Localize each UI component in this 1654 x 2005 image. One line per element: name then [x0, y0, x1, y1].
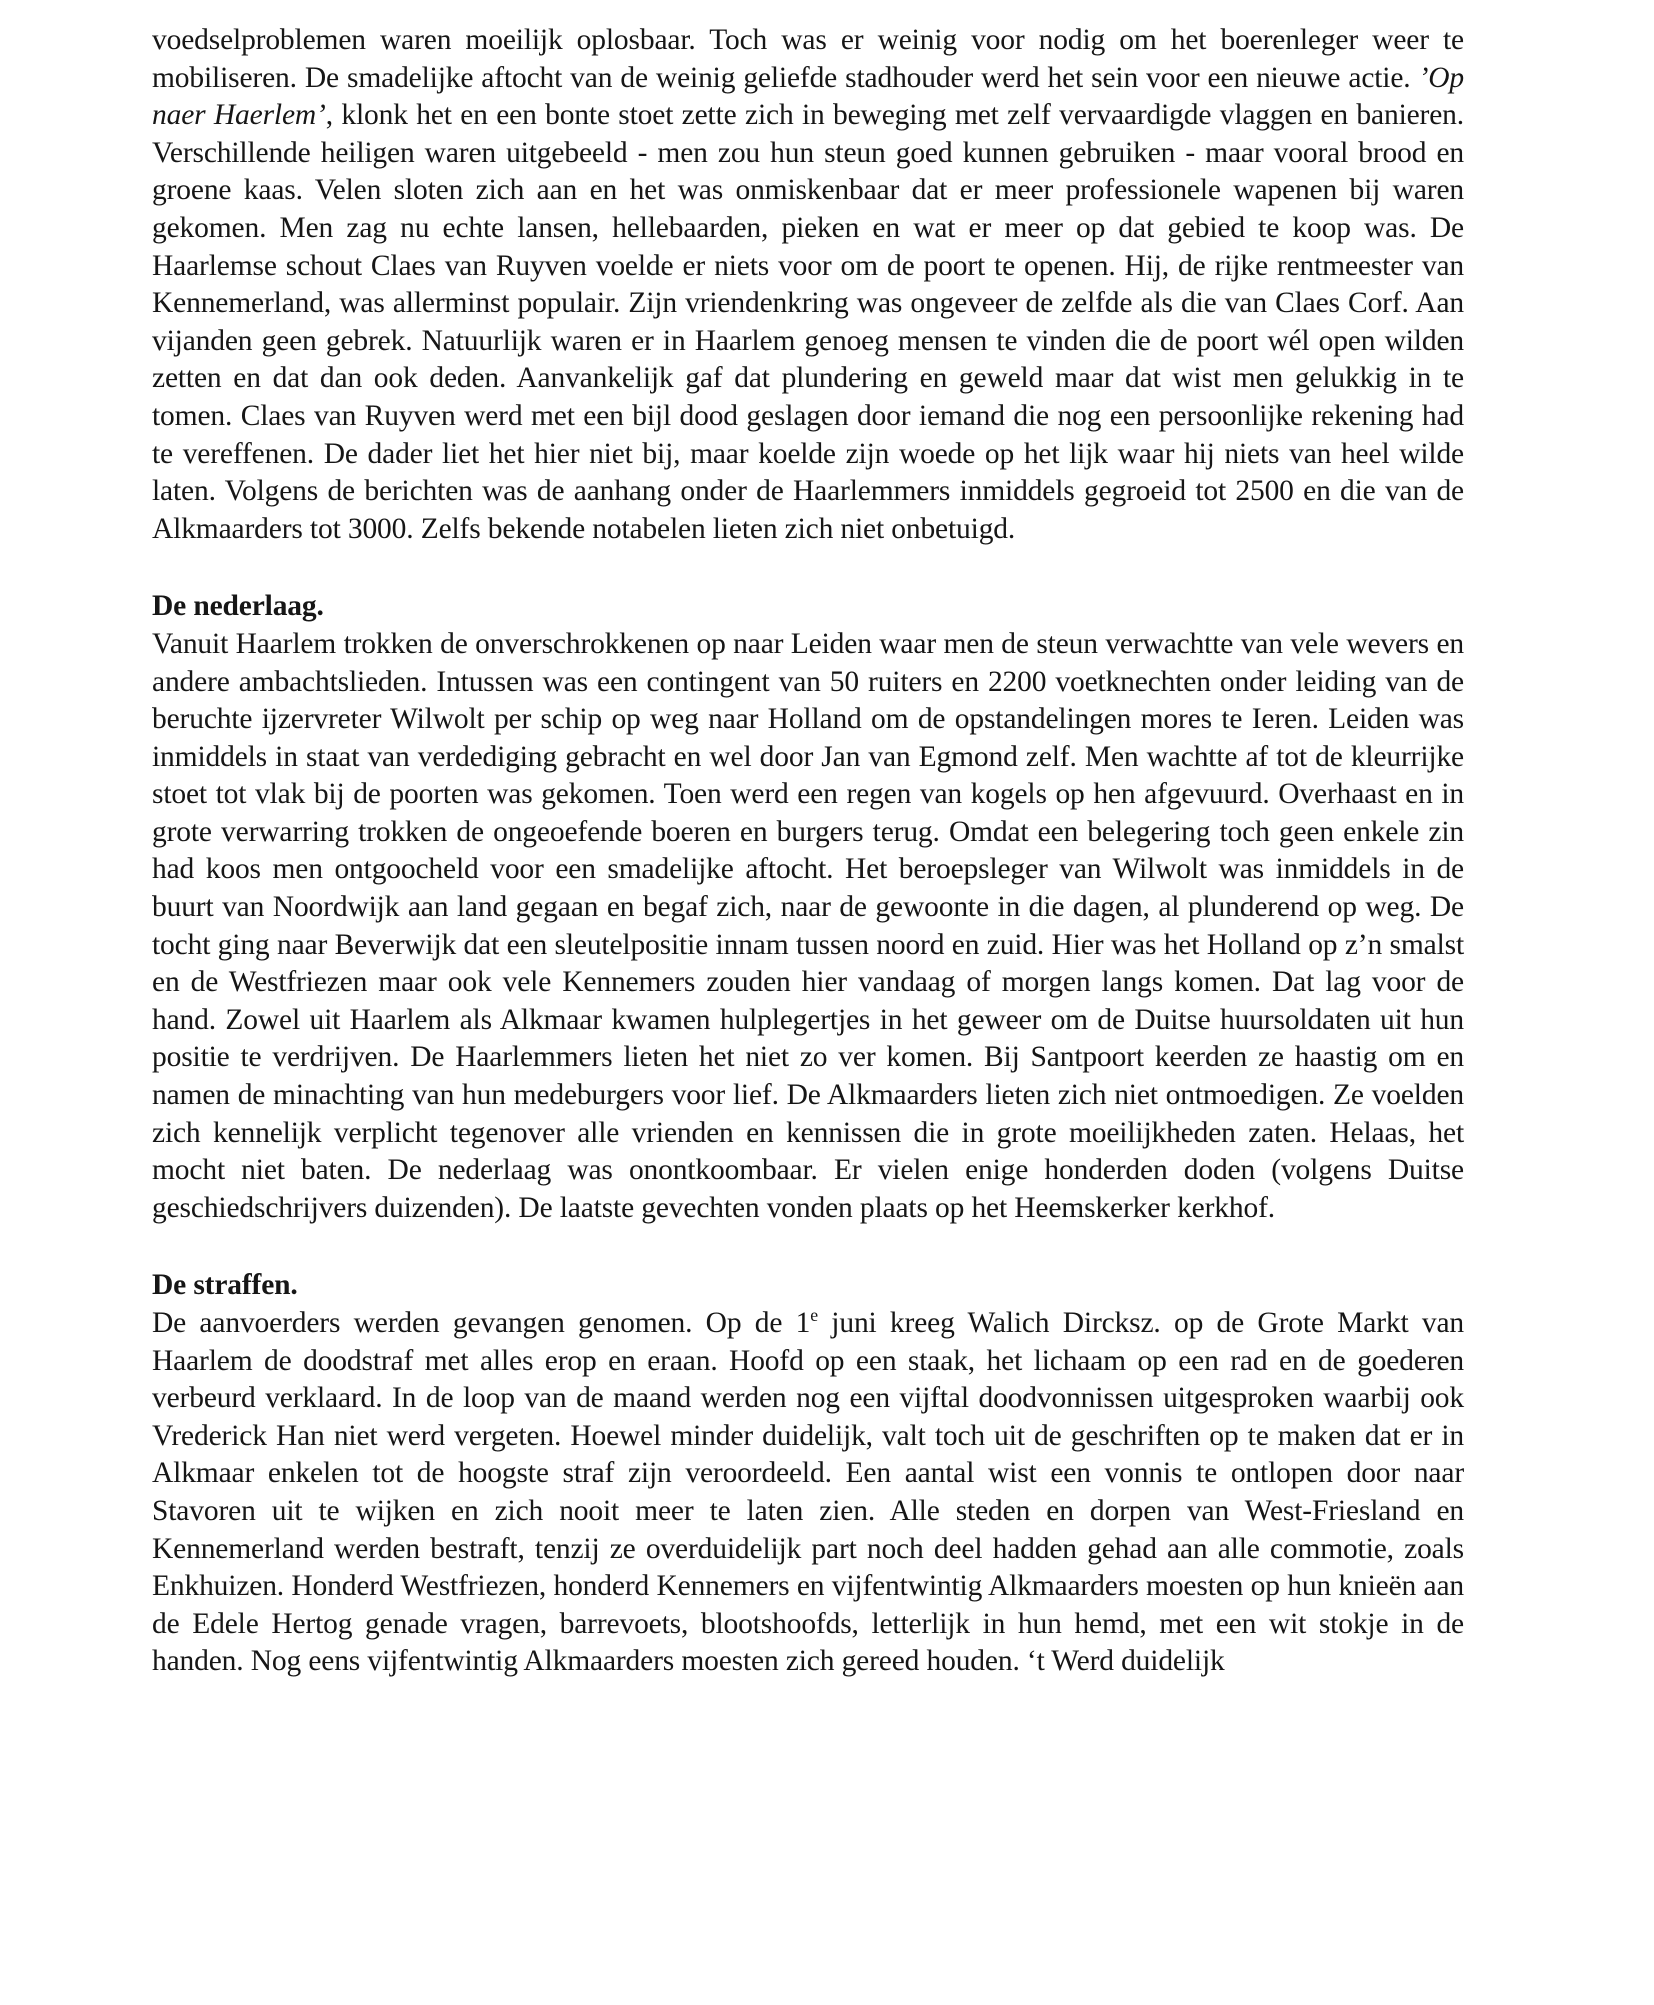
- intro-paragraph-text-1: voedselproblemen waren moeilijk oplosbaar. Toch was er weinig voor nodig om het boerenleger weer te mobiliseren. De smadelijke aftocht van de weinig geliefde stadhouder werd het sein voor een nieuwe actie.: [152, 24, 1464, 94]
- italic-phrase: ’Op naer Haerlem’: [152, 61, 1464, 132]
- paragraph-nederlaag: Vanuit Haarlem trokken de onverschrokkenen op naar Leiden waar men de steun verwachtte van vele wevers en andere ambachtslieden. Intussen was een contingent van 50 ruiters en 2200 voetknechten onder leiding van de beruchte ijzervreter Wilwolt per schip op weg naar Holland om de opstandelingen mores te Ieren. Leiden was inmiddels in staat van verdediging gebracht en wel door Jan van Egmond zelf. Men wachtte af tot de kleurrijke stoet tot vlak bij de poorten was gekomen. Toen werd een regen van kogels op hen afgevuurd. Overhaast en in grote verwarring trokken de ongeoefende boeren en burgers terug. Omdat een belegering toch geen enkele zin had koos men ontgoocheld voor een smadelijke aftocht. Het beroepsleger van Wilwolt was inmiddels in de buurt van Noordwijk aan land gegaan en begaf zich, naar de gewoonte in die dagen, al plunderend op weg. De tocht ging naar Beverwijk dat een sleutelpositie innam tussen noord en zuid. Hier was het Holland op z’n smalst en de Westfriezen maar ook vele Kennemers zouden hier vandaag of morgen langs komen. Dat lag voor de hand. Zowel uit Haarlem als Alkmaar kwamen hulplegertjes in het geweer om de Duitse huursoldaten uit hun positie te verdrijven. De Haarlemmers lieten het niet zo ver komen. Bij Santpoort keerden ze haastig om en namen de minachting van hun medeburgers voor lief. De Alkmaarders lieten zich niet ontmoedigen. Ze voelden zich kennelijk verplicht tegenover alle vrienden en kennissen die in grote moeilijkheden zaten. Helaas, het mocht niet baten. De nederlaag was onontkoombaar. Er vielen enige honderden doden (volgens Duitse geschiedschrijvers duizenden). De laatste gevechten vonden plaats op het Heemskerker kerkhof.: [152, 627, 1464, 1224]
- intro-paragraph: [152, 22, 1464, 548]
- ordinal-superscript: e: [810, 1305, 818, 1326]
- document-body: [152, 22, 1464, 1681]
- straffen-text-1: De aanvoerders werden gevangen genomen. Op de 1: [152, 1307, 811, 1339]
- section-heading-nederlaag: De nederlaag.: [152, 590, 324, 623]
- straffen-text-2: juni kreeg Walich Dircksz. op de Grote Markt van Haarlem de doodstraf met alles erop en eraan. Hoofd op een staak, het lichaam op een rad en de goederen verbeurd verklaard. In de loop van de maand werden nog een vijftal doodvonnissen uitgesproken waarbij ook Vrederick Han niet werd vergeten. Hoewel minder duidelijk, valt toch uit de geschriften op te maken dat er in Alkmaar enkelen tot de hoogste straf zijn veroordeeld. Een aantal wist een vonnis te ontlopen door naar Stavoren uit te wijken en zich nooit meer te laten zien. Alle steden en dorpen van West-Friesland en Kennemerland werden bestraft, tenzij ze overduidelijk part noch deel hadden gehad aan alle commotie, zoals Enkhuizen. Honderd Westfriezen, honderd Kennemers en vijfentwintig Alkmaarders moesten op hun knieën aan de Edele Hertog genade vragen, barrevoets, blootshoofds, letterlijk in hun hemd, met een wit stokje in de handen. Nog eens vijfentwintig Alkmaarders moesten zich gereed houden. ‘t Werd duidelijk: [152, 1307, 1464, 1678]
- paragraph-straffen: [152, 1305, 1464, 1681]
- section-heading-straffen: De straffen.: [152, 1269, 298, 1302]
- intro-paragraph-text-2: , klonk het en een bonte stoet zette zich in beweging met zelf vervaardigde vlaggen en banieren. Verschillende heiligen waren uitgebeeld - men zou hun steun goed kunnen gebruiken - maar vooral brood en groene kaas. Velen sloten zich aan en het was onmiskenbaar dat er meer professionele wapenen bij waren gekomen. Men zag nu echte lansen, hellebaarden, pieken en wat er meer op dat gebied te koop was. De Haarlemse schout Claes van Ruyven voelde er niets voor om de poort te openen. Hij, de rijke rentmeester van Kennemerland, was allerminst populair. Zijn vriendenkring was ongeveer de zelfde als die van Claes Corf. Aan vijanden geen gebrek. Natuurlijk waren er in Haarlem genoeg mensen te vinden die de poort wél open wilden zetten en dat dan ook deden. Aanvankelijk gaf dat plundering en geweld maar dat wist men gelukkig in te tomen. Claes van Ruyven werd met een bijl dood geslagen door iemand die nog een persoonlijke rekening had te vereffenen. De dader liet het hier niet bij, maar koelde zijn woede op het lijk waar hij niets van heel wilde laten. Volgens de berichten was de aanhang onder de Haarlemmers inmiddels gegroeid tot 2500 en die van de Alkmaarders tot 3000. Zelfs bekende notabelen lieten zich niet onbetuigd.: [152, 99, 1464, 545]
